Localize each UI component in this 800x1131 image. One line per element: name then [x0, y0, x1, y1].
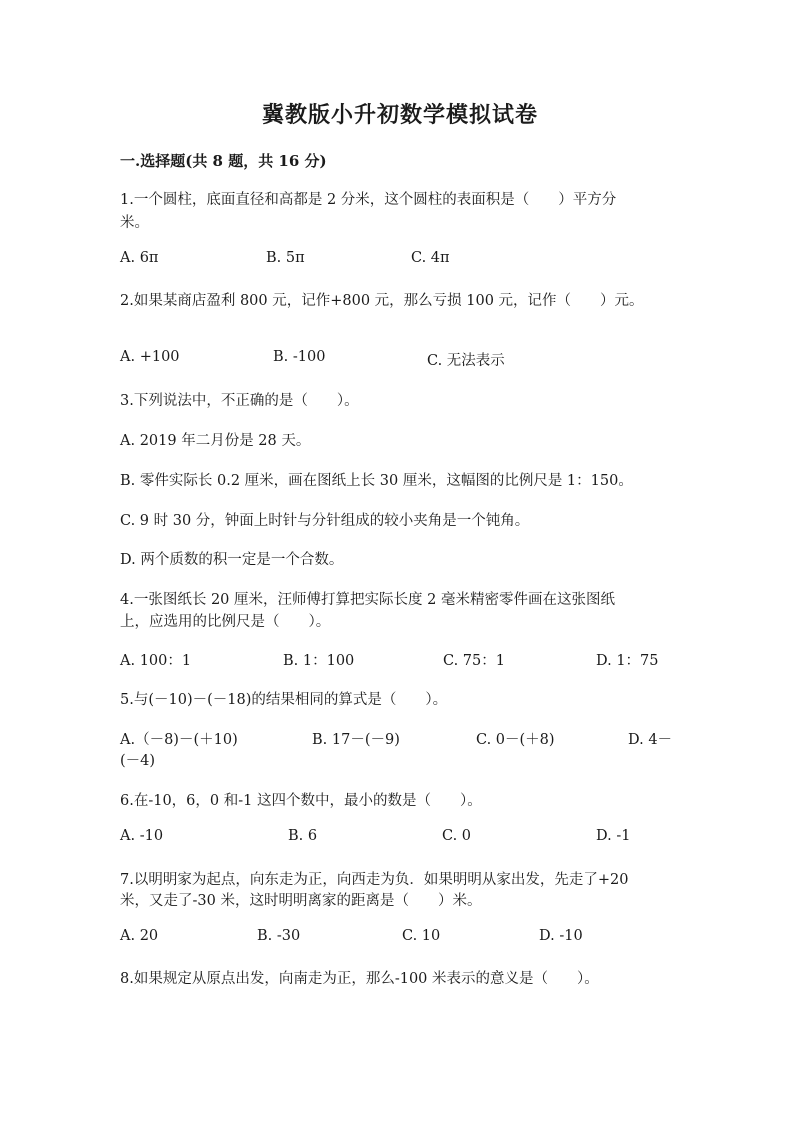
question-3-option-b: B. 零件实际长 0.2 厘米，画在图纸上长 30 厘米，这幅图的比例尺是 1：150。: [120, 473, 633, 489]
question-7-option-c: C. 10: [402, 928, 441, 944]
question-3-option-d: D. 两个质数的积一定是一个合数。: [120, 552, 344, 568]
question-1-option-a: A. 6π: [120, 250, 159, 266]
question-2-option-c: C. 无法表示: [427, 353, 505, 369]
question-5-line-1: 5.与(－10)－(－18)的结果相同的算式是（ ）。: [120, 692, 448, 708]
question-5-option-a: A.（－8)－(＋10): [120, 732, 238, 748]
question-1-option-b: B. 5π: [266, 250, 305, 266]
question-7-option-a: A. 20: [120, 928, 159, 944]
question-4-option-d: D. 1：75: [596, 653, 659, 669]
question-3-option-a: A. 2019 年二月份是 28 天。: [120, 433, 311, 449]
question-7-option-d: D. -10: [539, 928, 583, 944]
question-5-option-d: D. 4－: [628, 732, 673, 748]
question-4-line-1: 4.一张图纸长 20 厘米，汪师傅打算把实际长度 2 毫米精密零件画在这张图纸: [120, 592, 615, 608]
question-6-option-a: A. -10: [120, 828, 164, 844]
question-2-option-b: B. -100: [273, 349, 326, 365]
question-4-option-a: A. 100：1: [120, 653, 192, 669]
question-8-line-1: 8.如果规定从原点出发，向南走为正，那么-100 米表示的意义是（ ）。: [120, 971, 599, 987]
question-1-line-2: 米。: [120, 215, 149, 231]
section-heading: 一.选择题(共 8 题，共 16 分): [120, 152, 327, 170]
question-3-line-1: 3.下列说法中，不正确的是（ ）。: [120, 393, 359, 409]
question-5-option-d-continued: (－4): [120, 753, 156, 769]
question-7-option-b: B. -30: [257, 928, 301, 944]
question-1-option-c: C. 4π: [411, 250, 450, 266]
question-3-option-c: C. 9 时 30 分，钟面上时针与分针组成的较小夹角是一个钝角。: [120, 513, 530, 529]
question-2-line-1: 2.如果某商店盈利 800 元，记作+800 元，那么亏损 100 元，记作（ ）元。: [120, 293, 644, 309]
question-5-option-b: B. 17－(－9): [312, 732, 400, 748]
question-1-line-1: 1.一个圆柱，底面直径和高都是 2 分米，这个圆柱的表面积是（ ）平方分: [120, 192, 617, 208]
question-7-line-2: 米，又走了-30 米，这时明明离家的距离是（ ）米。: [120, 893, 482, 909]
question-4-option-b: B. 1：100: [283, 653, 355, 669]
page-title: 冀教版小升初数学模拟试卷: [261, 102, 538, 128]
question-2-option-a: A. +100: [120, 349, 180, 365]
question-6-option-c: C. 0: [442, 828, 472, 844]
question-5-option-c: C. 0－(＋8): [476, 732, 555, 748]
question-4-option-c: C. 75：1: [443, 653, 505, 669]
question-6-line-1: 6.在-10，6，0 和-1 这四个数中，最小的数是（ ）。: [120, 793, 482, 809]
question-4-line-2: 上，应选用的比例尺是（ ）。: [120, 614, 331, 630]
question-6-option-b: B. 6: [288, 828, 318, 844]
question-7-line-1: 7.以明明家为起点，向东走为正，向西走为负．如果明明从家出发，先走了+20: [120, 872, 629, 888]
question-6-option-d: D. -1: [596, 828, 631, 844]
